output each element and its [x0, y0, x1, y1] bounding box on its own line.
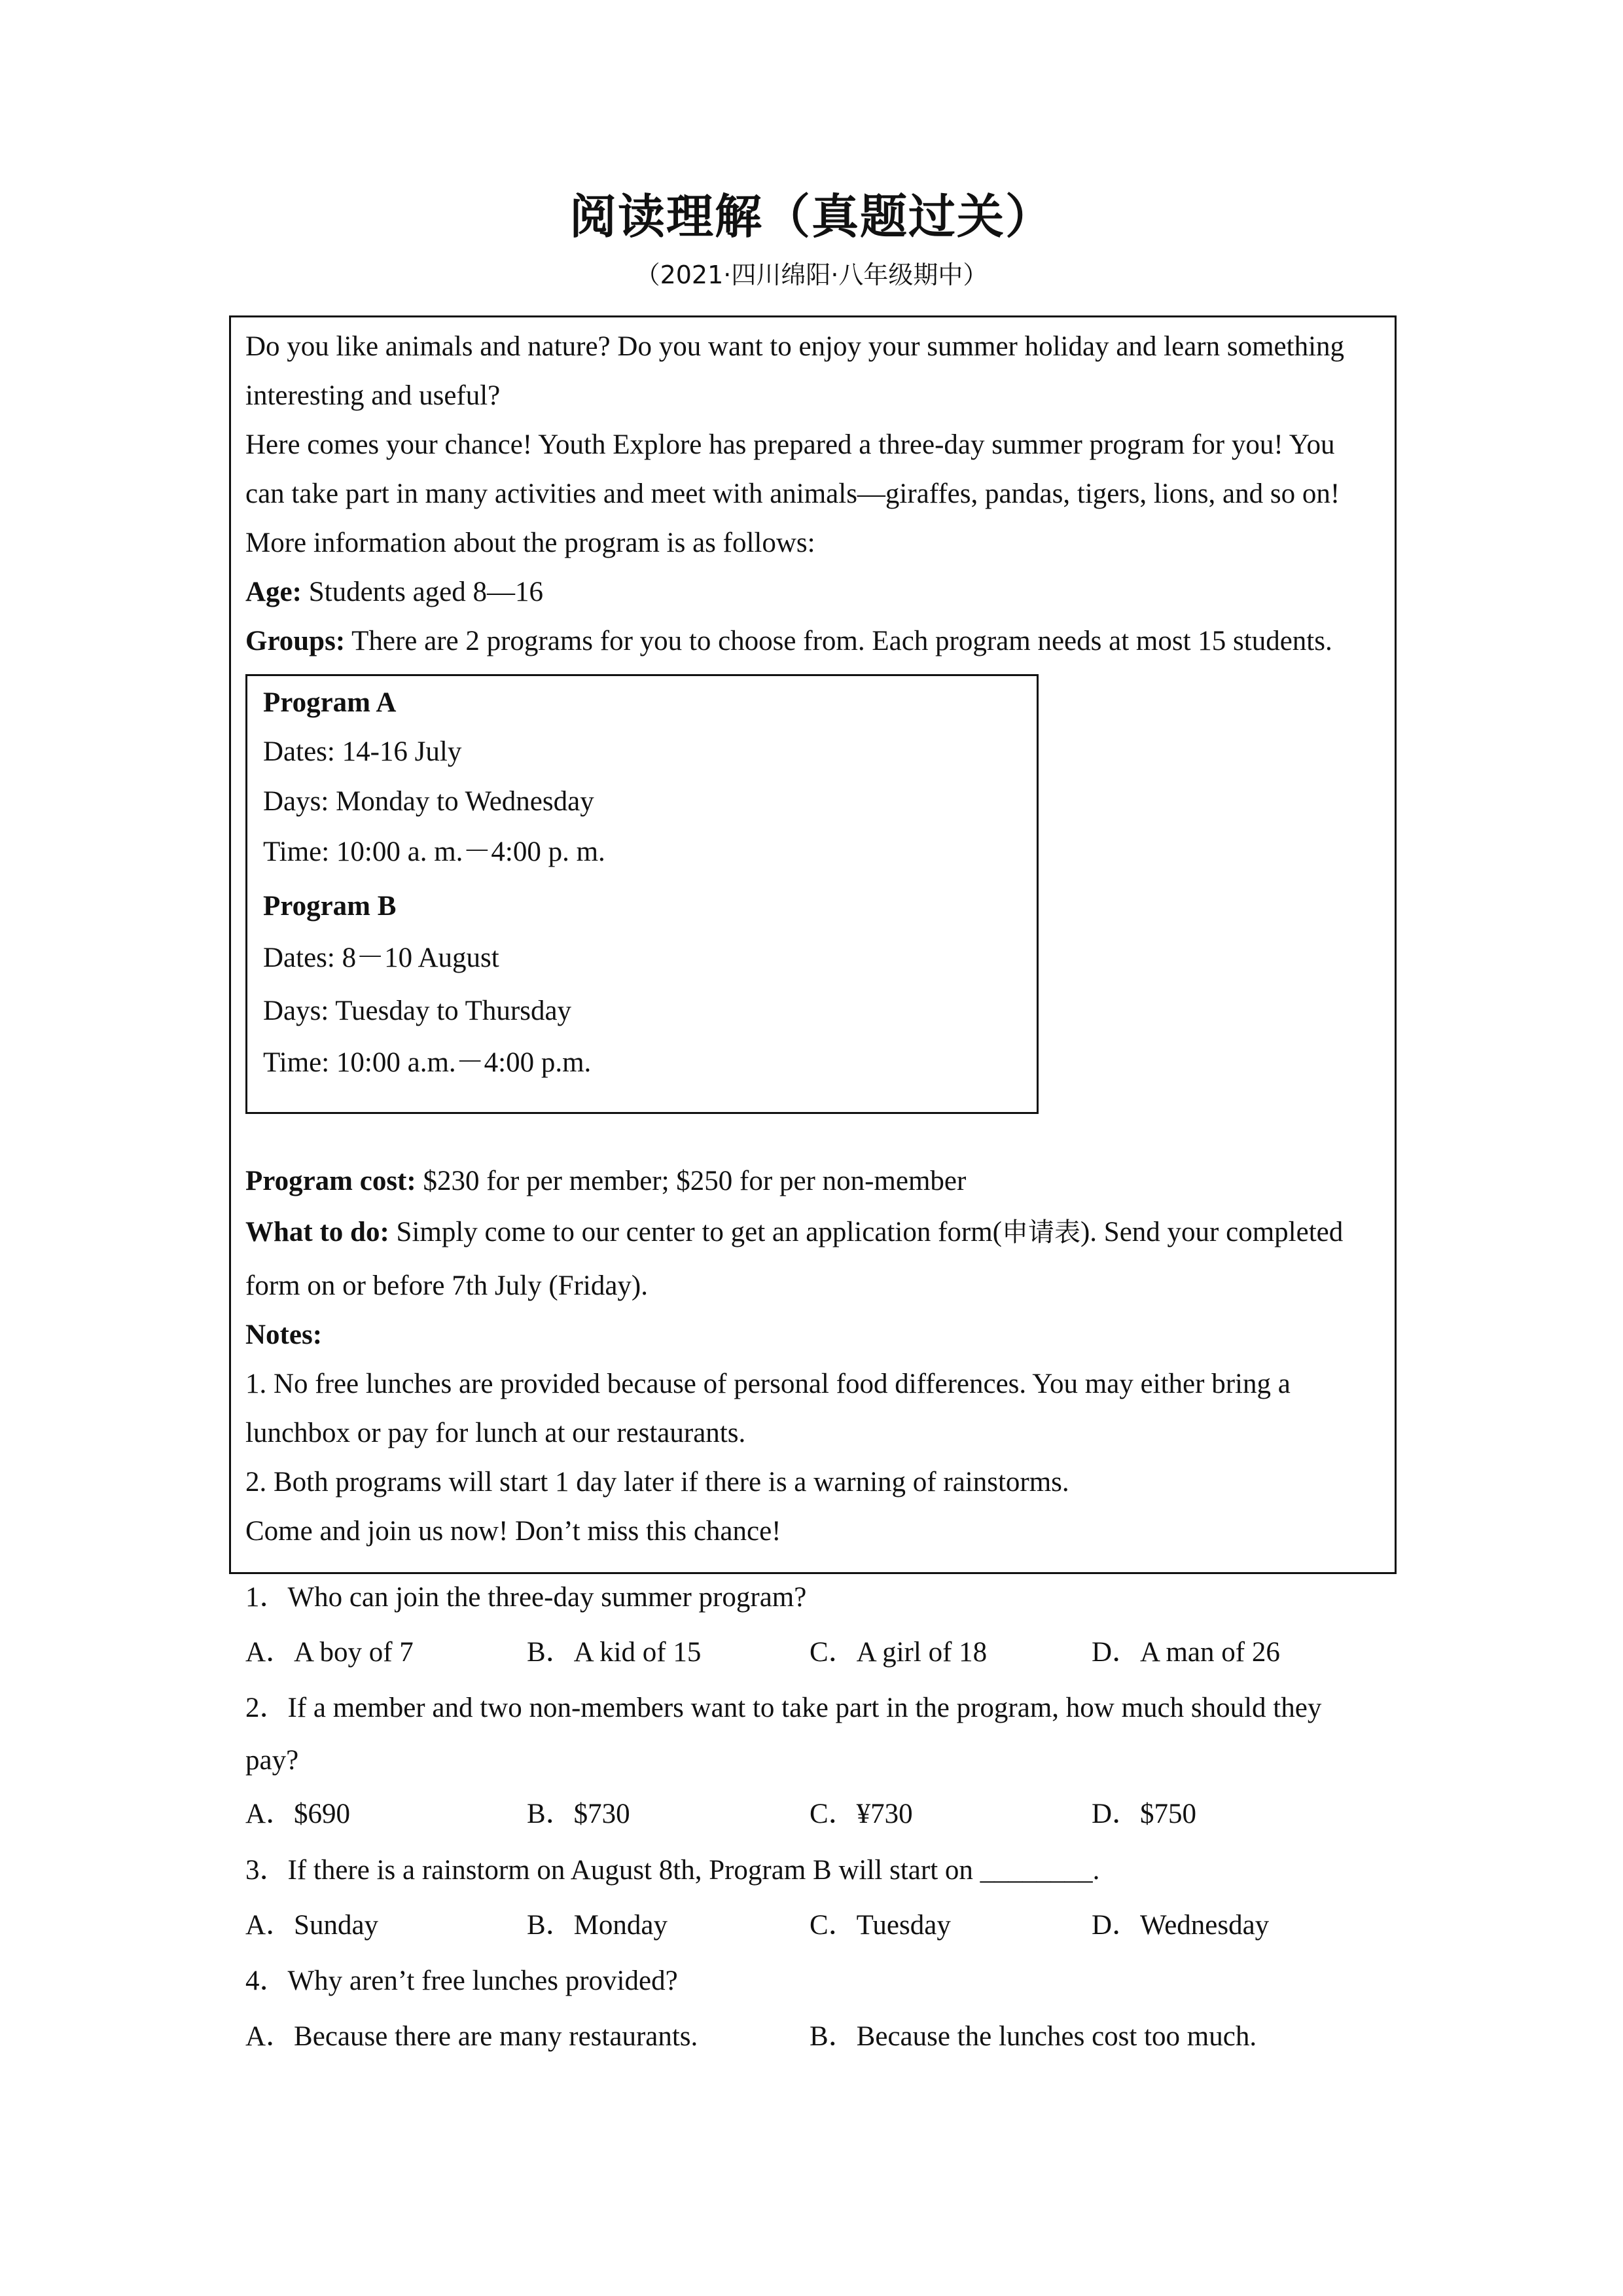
question-4-option-b[interactable]: B．Because the lunches cost too much. [810, 2021, 1257, 2052]
cost-value: $230 for per member; $250 for per non-member [416, 1166, 967, 1196]
age-value: Students aged 8—16 [301, 577, 544, 607]
note-1-line-1: 1. No free lunches are provided because of personal food differences. You may either bring a [245, 1369, 1291, 1399]
todo-line-2: form on or before 7th July (Friday). [245, 1270, 648, 1301]
question-1-option-b[interactable]: B．A kid of 15 [527, 1637, 702, 1668]
todo-value-b: ). Send your completed [1080, 1217, 1344, 1247]
question-1-option-c[interactable]: C．A girl of 18 [810, 1637, 988, 1668]
page-subtitle: （2021·四川绵阳·八年级期中） [635, 260, 988, 289]
cost-label: Program cost: [245, 1166, 416, 1196]
todo-row [245, 1218, 1343, 1246]
groups-row [245, 627, 1332, 655]
program-b-dates: Dates: 8－10 August [263, 942, 499, 973]
groups-label: Groups: [245, 626, 346, 656]
question-2-stem-line-2: pay? [245, 1745, 299, 1776]
intro-line-1: Do you like animals and nature? Do you want to enjoy your summer holiday and learn something [245, 331, 1345, 362]
closing-line: Come and join us now! Don’t miss this chance! [245, 1516, 781, 1547]
program-b-days: Days: Tuesday to Thursday [263, 996, 572, 1026]
question-1-option-a[interactable]: A．A boy of 7 [245, 1637, 414, 1668]
notes-label: Notes: [245, 1319, 323, 1350]
program-b-time: Time: 10:00 a.m.－4:00 p.m. [263, 1047, 592, 1078]
question-3-option-c[interactable]: C．Tuesday [810, 1910, 951, 1941]
todo-value-cjk: 申请表 [1001, 1217, 1080, 1247]
question-3-option-a[interactable]: A．Sunday [245, 1910, 379, 1941]
note-1-line-2: lunchbox or pay for lunch at our restaurants. [245, 1418, 746, 1448]
program-b-heading: Program B [263, 891, 397, 922]
age-row [245, 578, 543, 606]
question-2-option-b[interactable]: B．$730 [527, 1799, 630, 1829]
intro-line-5: More information about the program is as follows: [245, 528, 815, 558]
question-3-option-b[interactable]: B．Monday [527, 1910, 668, 1941]
program-a-dates: Dates: 14-16 July [263, 736, 462, 767]
question-3-stem: 3．If there is a rainstorm on August 8th, Program B will start on ________. [245, 1855, 1100, 1886]
age-label: Age: [245, 577, 302, 607]
question-1-option-d[interactable]: D．A man of 26 [1092, 1637, 1280, 1668]
question-3-option-d[interactable]: D．Wednesday [1092, 1910, 1270, 1941]
question-1-stem: 1．Who can join the three-day summer program? [245, 1582, 807, 1613]
program-a-time: Time: 10:00 a. m.－4:00 p. m. [263, 836, 605, 867]
groups-value: There are 2 programs for you to choose from. Each program needs at most 15 students. [345, 626, 1332, 656]
question-4-stem: 4．Why aren’t free lunches provided? [245, 1965, 678, 1996]
program-a-heading: Program A [263, 687, 397, 718]
intro-line-3: Here comes your chance! Youth Explore has prepared a three-day summer program for you! You [245, 429, 1335, 460]
note-2: 2. Both programs will start 1 day later if there is a warning of rainstorms. [245, 1467, 1069, 1498]
question-2-option-a[interactable]: A．$690 [245, 1799, 351, 1829]
program-a-days: Days: Monday to Wednesday [263, 786, 594, 817]
question-4-option-a[interactable]: A．Because there are many restaurants. [245, 2021, 698, 2052]
page-title: 阅读理解（真题过关） [569, 189, 1054, 244]
cost-row [245, 1167, 966, 1195]
question-2-option-c[interactable]: C．¥730 [810, 1799, 913, 1829]
intro-line-4: can take part in many activities and meet with animals—giraffes, pandas, tigers, lions, and so on! [245, 478, 1340, 509]
todo-label: What to do: [245, 1217, 389, 1247]
question-2-stem-line-1: 2．If a member and two non-members want to take part in the program, how much should they [245, 1693, 1322, 1723]
question-2-option-d[interactable]: D．$750 [1092, 1799, 1197, 1829]
intro-line-2: interesting and useful? [245, 380, 501, 411]
todo-value-a: Simply come to our center to get an application form( [389, 1217, 1002, 1247]
